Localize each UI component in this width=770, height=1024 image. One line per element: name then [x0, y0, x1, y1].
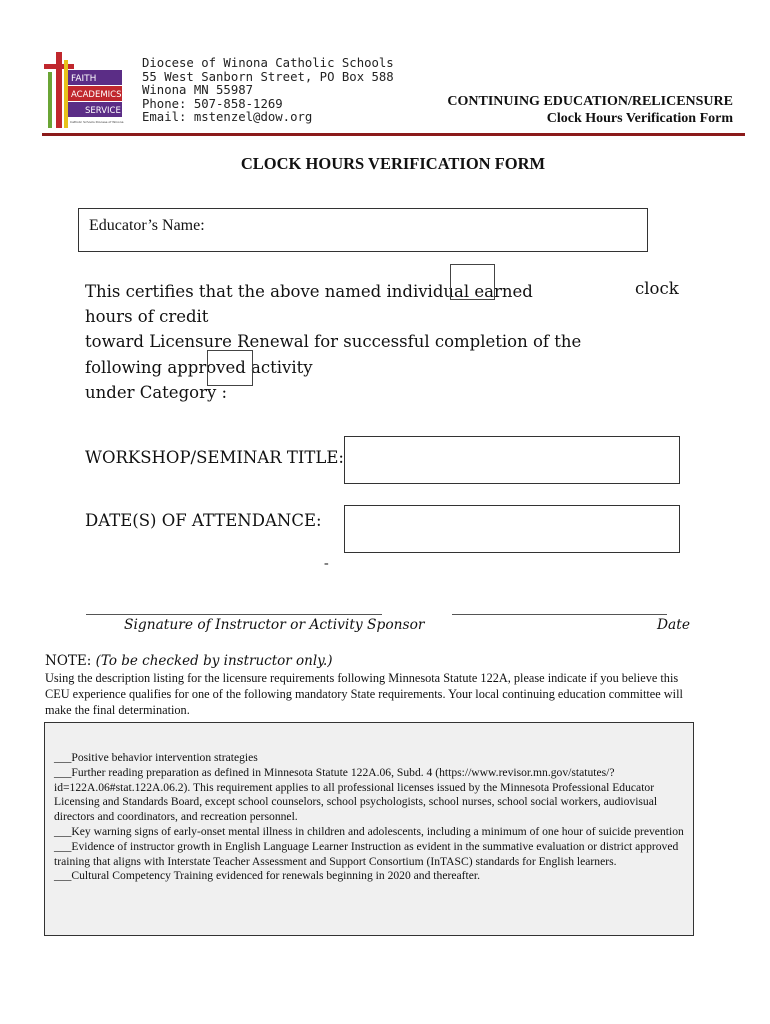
signature-line[interactable]: [86, 614, 382, 615]
workshop-title-label: WORKSHOP/SEMINAR TITLE:: [85, 448, 344, 467]
organization-address: [142, 57, 394, 125]
org-line: Winona MN 55987: [142, 83, 254, 98]
note-prefix: NOTE:: [45, 653, 92, 669]
form-title: CLOCK HOURS VERIFICATION FORM: [240, 154, 546, 173]
org-line: Diocese of Winona Catholic Schools: [142, 56, 394, 70]
requirements-list: [54, 751, 686, 884]
logo-line2: ACADEMICS: [71, 90, 122, 100]
educator-name-field[interactable]: [78, 208, 648, 252]
requirements-box: [44, 722, 694, 936]
header-right: [447, 93, 733, 127]
date-label: Date: [657, 617, 690, 633]
requirement-item[interactable]: ___Key warning signs of early-onset mental illness in children and adolescents, including a minimum of one hour of suicide prevention: [54, 824, 684, 838]
cert-line3: toward Licensure Renewal for successful completion of the: [85, 332, 582, 352]
logo-line1: FAITH: [71, 74, 97, 84]
cert-line2: hours of credit: [85, 307, 209, 327]
date-dash: -: [324, 556, 329, 571]
dates-attendance-input[interactable]: [344, 505, 680, 553]
org-line: 55 West Sanborn Street, PO Box 588: [142, 69, 394, 84]
requirement-item[interactable]: ___Evidence of instructor growth in English Language Learner Instruction as evident in the summative evaluation or district approved training that aligns with Interstate Teacher Assessment and Support Consortium (InTASC) standards for English learners.: [54, 839, 679, 868]
cert-line5: under Category :: [85, 382, 228, 402]
dates-attendance-label: DATE(S) OF ATTENDANCE:: [85, 511, 322, 530]
category-input[interactable]: [207, 350, 253, 386]
org-line: Phone: 507-858-1269: [142, 96, 283, 111]
cert-line4: following approved activity: [85, 357, 313, 377]
cert-line1: This certifies that the above named individual earned: [85, 282, 533, 301]
note-body: Using the description listing for the licensure requirements following Minnesota Statute 122A, please indicate if you believe this CEU experience qualifies for one of the following mandatory State requirements. Your local continuing education committee will make the final determination.: [45, 671, 683, 717]
certification-text: [85, 279, 695, 405]
school-logo: [42, 52, 126, 130]
note-heading: [45, 653, 333, 669]
requirement-item[interactable]: ___Further reading preparation as defined in Minnesota Statute 122A.06, Subd. 4 (https://www.revisor.mn.gov/statutes/?id=122A.06#stat.122A.06.2). This requirement applies to all professional licenses issued by the Minnesota Professional Educator Licensing and Standards Board, except school counselors, school psychologists, school nurses, school social workers, audiovisual directors and coordinators, and recreation personnel.: [54, 765, 658, 824]
header-divider: [42, 133, 745, 136]
org-line: Email: mstenzel@dow.org: [142, 110, 313, 125]
requirement-item[interactable]: ___Positive behavior intervention strategies: [54, 751, 258, 764]
requirement-item[interactable]: ___Cultural Competency Training evidenced for renewals beginning in 2020 and thereafter.: [54, 869, 480, 883]
logo-line3: SERVICE: [85, 106, 121, 116]
note-italic: (To be checked by instructor only.): [95, 653, 333, 669]
logo-caption: Catholic Schools Diocese of Winona: [70, 120, 124, 124]
date-line[interactable]: [452, 614, 667, 615]
signature-label: Signature of Instructor or Activity Sponsor: [124, 617, 425, 633]
workshop-title-input[interactable]: [344, 436, 680, 484]
cert-clock-word: clock: [635, 279, 679, 298]
header-form-name: Clock Hours Verification Form: [546, 111, 733, 126]
clock-hours-input[interactable]: [450, 264, 495, 300]
header-program-title: CONTINUING EDUCATION/RELICENSURE: [447, 94, 733, 109]
educator-name-label: Educator’s Name:: [89, 217, 205, 234]
